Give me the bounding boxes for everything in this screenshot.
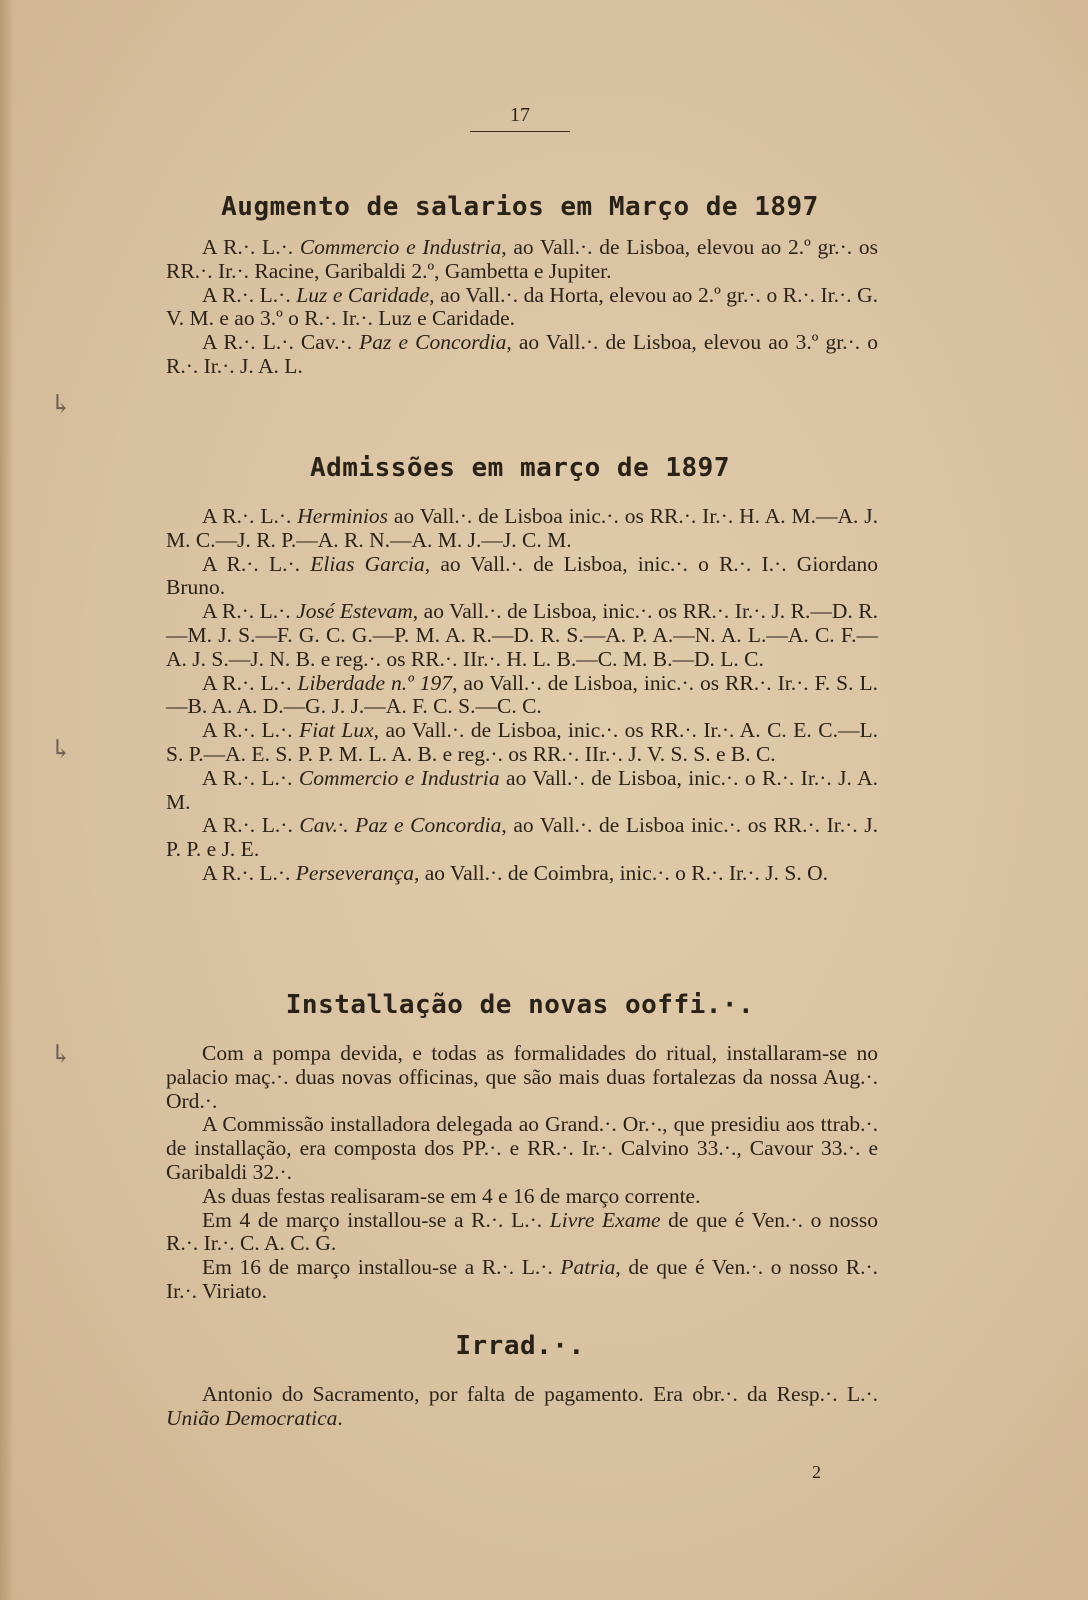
margin-arrow-icon: ↳ xyxy=(50,735,72,764)
heading-admissoes: Admissões em março de 1897 xyxy=(310,453,730,483)
paragraph: A R.·. L.·. Liberdade n.º 197, ao Vall.·. de Lisboa, inic.·. os RR.·. Ir.·. F. S. L.—B. A. A. D.—G. J. J.—A. F. C. S.—C. C. xyxy=(166,670,878,719)
paragraph: As duas festas realisaram-se em 4 e 16 de março corrente. xyxy=(202,1183,701,1208)
paragraph: A R.·. L.·. Cav.·. Paz e Concordia, ao Vall.·. de Lisboa inic.·. os RR.·. Ir.·. J. P. P. e J. E. xyxy=(166,813,878,862)
heading-salarios: Augmento de salarios em Março de 1897 xyxy=(221,192,819,222)
page-number-bottom: 2 xyxy=(812,1462,821,1482)
paragraph: A R.·. L.·. Herminios ao Vall.·. de Lisboa inic.·. os RR.·. Ir.·. H. A. M.—A. J. M. C.—J. R. P.—A. R. N.—A. M. J.—J. C. M. xyxy=(166,504,878,552)
paragraph: A R.·. L.·. Commercio e Industria ao Vall.·. de Lisboa, inic.·. o R.·. Ir.·. J. A. M. xyxy=(166,765,879,814)
section-admissoes-body xyxy=(166,505,878,886)
paragraph: A Commissão installadora delegada ao Grand.·. Or.·., que presidiu aos ttrab.·. de installação, era composta dos PP.·. e RR.·. Ir.·. Calvino 33.·., Cavour 33.·. e Garibaldi 32.·. xyxy=(166,1112,878,1184)
page-number-rule xyxy=(470,131,570,132)
paragraph: A R.·. L.·. Commercio e Industria, ao Vall.·. de Lisboa, elevou ao 2.º gr.·. os RR.·. Ir.·. Racine, Garibaldi 2.º, Gambetta e Jupiter. xyxy=(166,235,879,283)
section-installacao-body xyxy=(166,1042,878,1304)
margin-arrow-icon: ↳ xyxy=(50,390,72,419)
margin-arrow-icon: ↳ xyxy=(50,1040,72,1069)
paragraph: Com a pompa devida, e todas as formalidades do ritual, installaram-se no palacio maç.·. duas novas officinas, que são mais duas fortalezas da nossa Aug.·. Ord.·. xyxy=(166,1041,878,1113)
section-salarios-body xyxy=(166,236,878,379)
heading-irrad: Irrad.·. xyxy=(455,1331,585,1361)
paragraph: A R.·. L.·. Perseverança, ao Vall.·. de Coimbra, inic.·. o R.·. Ir.·. J. S. O. xyxy=(202,860,828,885)
paragraph: Em 4 de março installou-se a R.·. L.·. Livre Exame de que é Ven.·. o nosso R.·. Ir.·. C. A. C. G. xyxy=(166,1207,878,1256)
heading-installacao: Installação de novas ooffi.·. xyxy=(285,990,755,1020)
paragraph: A R.·. L.·. Elias Garcia, ao Vall.·. de Lisboa, inic.·. o R.·. I.·. Giordano Bruno. xyxy=(166,551,878,600)
paragraph: A R.·. L.·. Cav.·. Paz e Concordia, ao Vall.·. de Lisboa, elevou ao 3.º gr.·. o R.·. Ir.·. J. A. L. xyxy=(166,330,878,378)
section-irrad-body xyxy=(166,1383,878,1431)
page-edge xyxy=(0,0,14,1600)
paragraph: A R.·. L.·. José Estevam, ao Vall.·. de Lisboa, inic.·. os RR.·. Ir.·. J. R.—D. R.—M. J. S.—F. G. C. G.—P. M. A. R.—D. R. S.—A. P. A.—N. A. L.—A. C. F.—A. J. S.—J. N. B. e reg.·. os RR.·. IIr.·. H. L. B.—C. M. B.—D. L. C. xyxy=(166,599,878,671)
paragraph: Em 16 de março installou-se a R.·. L.·. Patria, de que é Ven.·. o nosso R.·. Ir.·. Viriato. xyxy=(166,1255,878,1303)
paragraph: A R.·. L.·. Fiat Lux, ao Vall.·. de Lisboa, inic.·. os RR.·. Ir.·. A. C. E. C.—L. S. P.—A. E. S. P. P. M. L. A. B. e reg.·. os RR.·. IIr.·. J. V. S. S. e B. C. xyxy=(166,718,878,766)
page-number-top: 17 xyxy=(510,104,530,126)
paragraph: A R.·. L.·. Luz e Caridade, ao Vall.·. da Horta, elevou ao 2.º gr.·. o R.·. Ir.·. G. V. M. e ao 3.º o R.·. Ir.·. Luz e Caridade. xyxy=(166,282,879,331)
paragraph: Antonio do Sacramento, por falta de pagamento. Era obr.·. da Resp.·. L.·. União Democratica. xyxy=(166,1382,878,1430)
